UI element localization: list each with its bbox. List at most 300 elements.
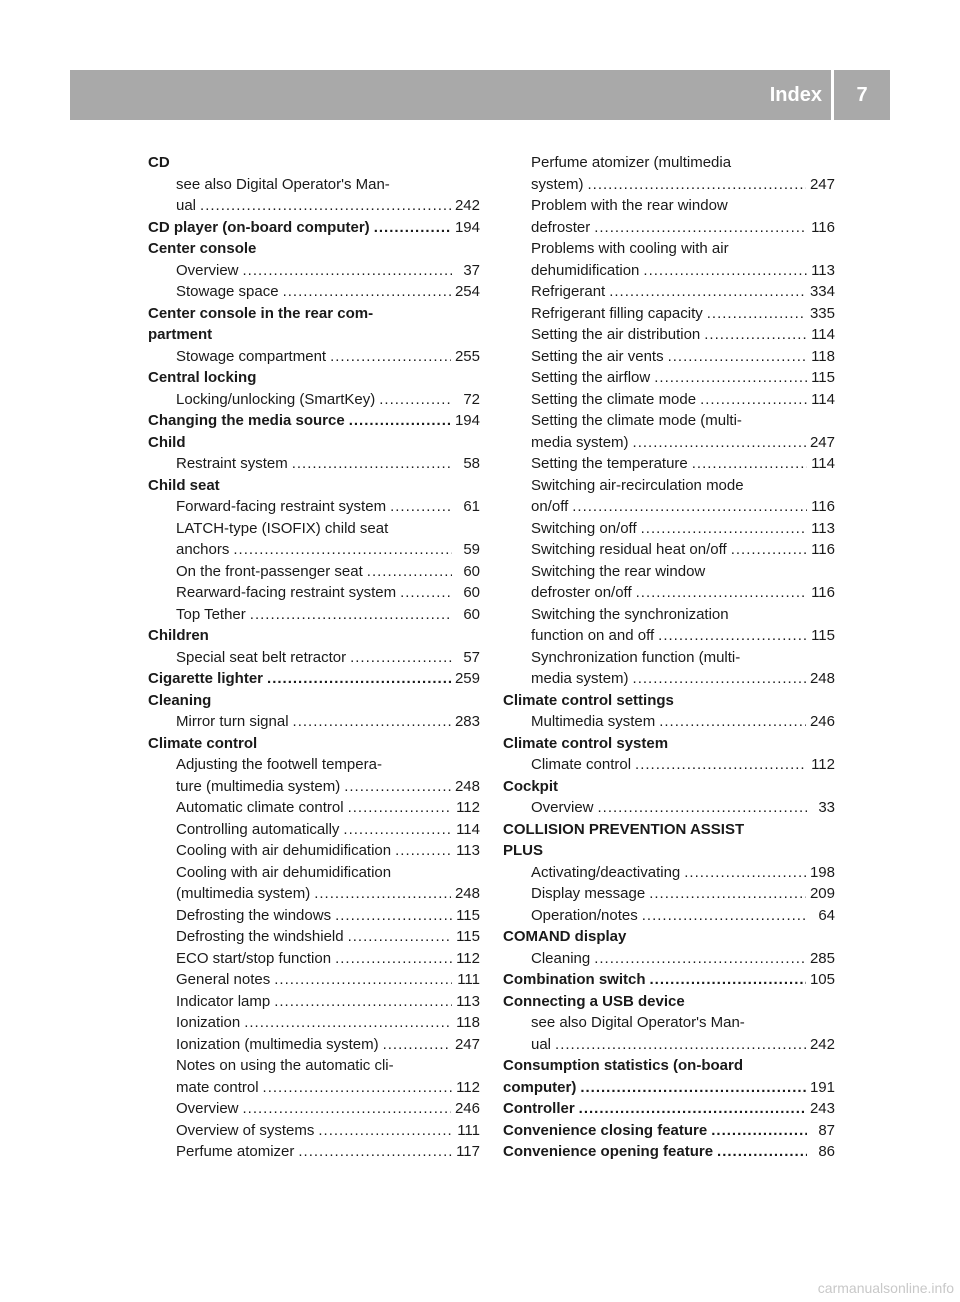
entry-text: system): [531, 175, 584, 193]
page-ref: 117: [456, 1143, 480, 1160]
page-ref: 259: [454, 670, 480, 687]
index-entry-heading: [148, 668, 480, 690]
index-entry: [503, 432, 835, 454]
page-ref: 114: [811, 455, 835, 472]
index-entry: [503, 668, 835, 690]
entry-text: Problem with the rear window: [531, 197, 728, 214]
page-ref: 242: [454, 197, 480, 214]
entry-text: General notes: [176, 971, 271, 988]
page-ref: 113: [811, 261, 835, 279]
dot-leader: [659, 711, 806, 733]
entry-text: Stowage space: [176, 283, 279, 300]
dot-leader: [200, 195, 451, 217]
entry-text: Operation/notes: [531, 906, 638, 924]
index-entry: [148, 969, 480, 991]
dot-leader: [298, 1141, 452, 1163]
dot-leader: [343, 819, 452, 841]
index-entry: [148, 1120, 480, 1142]
index-entry-heading: [148, 152, 480, 174]
dot-leader: [263, 1077, 452, 1099]
entry-text: Cleaning: [531, 949, 591, 967]
entry-text: see also Digital Operator's Man-: [176, 175, 390, 193]
page-ref: 37: [463, 261, 480, 279]
header-title: Index: [769, 84, 822, 106]
page-ref: 87: [818, 1121, 835, 1139]
dot-leader: [580, 1077, 806, 1099]
page-ref: 112: [456, 949, 480, 967]
index-entry: [503, 324, 835, 346]
entry-text: COLLISION PREVENTION ASSIST: [503, 820, 745, 838]
dot-leader: [598, 797, 807, 819]
entry-text: Climate control system: [503, 734, 669, 752]
index-entry-heading: [503, 1055, 835, 1077]
dot-leader: [379, 389, 452, 411]
page-ref: 114: [456, 820, 480, 838]
index-entry: [148, 776, 480, 798]
entry-text: Ionization (multimedia system): [176, 1035, 379, 1053]
page-ref: 114: [811, 326, 835, 343]
index-entry: [148, 561, 480, 583]
entry-text: Top Tether: [176, 605, 246, 623]
dot-leader: [649, 883, 806, 905]
page-ref: 113: [811, 519, 835, 537]
dot-leader: [642, 905, 807, 927]
dot-leader: [668, 346, 807, 368]
index-entry: [148, 1077, 480, 1099]
page-ref: 115: [811, 369, 835, 386]
index-entry: [148, 1034, 480, 1056]
entry-text: defroster: [531, 218, 591, 236]
index-entry: [503, 754, 835, 776]
index-entry: [503, 217, 835, 239]
page-ref: 113: [456, 842, 480, 859]
entry-text: Setting the air vents: [531, 347, 664, 365]
entry-text: Combination switch: [503, 971, 646, 988]
index-entry: [503, 948, 835, 970]
index-entry: [148, 991, 480, 1013]
entry-text: Multimedia system: [531, 713, 656, 730]
page-ref: 209: [809, 885, 835, 902]
entry-text: partment: [148, 326, 213, 343]
index-entry: [148, 453, 480, 475]
index-entry: [503, 1012, 835, 1034]
entry-text: Perfume atomizer: [176, 1143, 295, 1160]
dot-leader: [400, 582, 452, 604]
page-ref: 60: [463, 584, 480, 601]
page-ref: 191: [809, 1078, 835, 1096]
index-entry: [148, 518, 480, 540]
entry-text: LATCH-type (ISOFIX) child seat: [176, 519, 389, 537]
entry-text: Convenience opening feature: [503, 1143, 714, 1160]
page-ref: 248: [809, 670, 835, 687]
dot-leader: [233, 539, 452, 561]
index-entry: [148, 195, 480, 217]
entry-text: Child seat: [148, 476, 220, 494]
page-ref: 105: [809, 971, 835, 988]
index-entry: [503, 883, 835, 905]
dot-leader: [588, 174, 806, 196]
entry-text: Defrosting the windows: [176, 906, 332, 924]
index-entry: [503, 475, 835, 497]
entry-text: Center console in the rear com-: [148, 304, 374, 322]
index-entry: [503, 647, 835, 669]
entry-text: media system): [531, 433, 629, 451]
index-entry: [503, 410, 835, 432]
page-ref: 114: [811, 390, 835, 408]
entry-text: mate control: [176, 1078, 259, 1096]
page-ref: 61: [463, 498, 480, 515]
page-ref: 116: [811, 541, 835, 558]
index-entry-heading: [503, 1120, 835, 1142]
entry-text: Special seat belt retractor: [176, 648, 347, 666]
dot-leader: [267, 668, 451, 690]
page-ref: 194: [454, 412, 480, 429]
dot-leader: [374, 217, 451, 239]
index-entry-heading: [148, 733, 480, 755]
entry-text: Central locking: [148, 369, 257, 386]
dot-leader: [367, 561, 452, 583]
entry-text: Connecting a USB device: [503, 992, 685, 1010]
entry-text: on/off: [531, 498, 569, 515]
index-entry: [503, 195, 835, 217]
page-ref: 115: [811, 627, 835, 644]
entry-text: Cooling with air dehumidification: [176, 842, 392, 859]
index-entry-heading: [503, 969, 835, 991]
entry-text: Overview: [176, 1100, 239, 1117]
entry-text: Children: [148, 627, 209, 644]
index-entry: [503, 152, 835, 174]
page-ref: 58: [463, 455, 480, 472]
page-ref: 112: [811, 756, 835, 773]
dot-leader: [700, 389, 807, 411]
entry-text: Cleaning: [148, 691, 212, 709]
page-ref: 335: [809, 304, 835, 322]
page-ref: 247: [809, 433, 835, 451]
index-entry: [503, 711, 835, 733]
page-ref: 255: [454, 347, 480, 365]
page-ref: 113: [456, 992, 480, 1010]
page-ref: 112: [456, 799, 480, 816]
dot-leader: [641, 518, 807, 540]
dot-leader: [633, 668, 806, 690]
dot-leader: [335, 905, 452, 927]
index-entry: [503, 905, 835, 927]
index-entry: [503, 260, 835, 282]
header-bar: [70, 70, 890, 120]
index-entry: [503, 539, 835, 561]
index-entry: [148, 604, 480, 626]
index-entry: [148, 905, 480, 927]
index-entry: [148, 281, 480, 303]
dot-leader: [350, 647, 452, 669]
entry-text: Overview: [531, 799, 594, 816]
index-entry: [148, 862, 480, 884]
page-ref: 248: [454, 885, 480, 902]
index-entry-heading: [148, 303, 480, 325]
entry-text: Synchronization function (multi-: [531, 648, 741, 666]
page-ref: 246: [809, 713, 835, 730]
page-ref: 112: [456, 1078, 480, 1096]
dot-leader: [717, 1141, 807, 1163]
page-ref: 57: [463, 648, 480, 666]
entry-text: Adjusting the footwell tempera-: [176, 756, 382, 773]
dot-leader: [348, 797, 452, 819]
entry-text: CD player (on-board computer): [148, 218, 370, 236]
entry-text: Rearward-facing restraint system: [176, 584, 397, 601]
index-entry: [503, 238, 835, 260]
index-entry-heading: [503, 991, 835, 1013]
page-ref: 115: [456, 928, 480, 945]
page-ref: 111: [457, 1121, 480, 1139]
index-entry: [503, 518, 835, 540]
page-ref: 59: [463, 541, 480, 558]
dot-leader: [250, 604, 452, 626]
entry-text: Perfume atomizer (multimedia: [531, 154, 732, 171]
dot-leader: [684, 862, 806, 884]
entry-text: computer): [503, 1078, 577, 1096]
dot-leader: [383, 1034, 451, 1056]
entry-text: Setting the air distribution: [531, 326, 701, 343]
index-entry-heading: [503, 1141, 835, 1163]
index-entry: [148, 496, 480, 518]
dot-leader: [330, 346, 451, 368]
entry-text: Cooling with air dehumidification: [176, 863, 392, 881]
entry-text: Consumption statistics (on-board: [503, 1057, 743, 1074]
page-ref: 116: [811, 218, 835, 236]
dot-leader: [335, 948, 452, 970]
dot-leader: [650, 969, 806, 991]
index-entry-heading: [503, 733, 835, 755]
index-entry: [503, 862, 835, 884]
entry-text: Defrosting the windshield: [176, 928, 344, 945]
entry-text: Activating/deactivating: [531, 863, 681, 881]
dot-leader: [314, 883, 451, 905]
index-entry-heading: [503, 1098, 835, 1120]
dot-leader: [390, 496, 452, 518]
dot-leader: [633, 432, 806, 454]
page-ref: 247: [454, 1035, 480, 1053]
index-entry: [503, 561, 835, 583]
entry-text: Switching the rear window: [531, 562, 706, 580]
index-entry-heading: [503, 1077, 835, 1099]
entry-text: Climate control: [531, 756, 632, 773]
index-entry: [503, 281, 835, 303]
entry-text: Changing the media source: [148, 412, 345, 429]
index-entry: [503, 625, 835, 647]
page-ref: 254: [454, 283, 480, 300]
entry-text: CD: [148, 154, 170, 171]
index-entry-heading: [148, 410, 480, 432]
entry-text: Locking/unlocking (SmartKey): [176, 390, 376, 408]
page-ref: 285: [809, 949, 835, 967]
index-entry-heading: [148, 475, 480, 497]
index-entry: [503, 303, 835, 325]
index-entry-heading: [148, 432, 480, 454]
index-entry-heading: [148, 625, 480, 647]
entry-text: Problems with cooling with air: [531, 240, 729, 257]
entry-text: Refrigerant: [531, 283, 606, 300]
entry-text: Stowage compartment: [176, 347, 327, 365]
entry-text: (multimedia system): [176, 885, 311, 902]
index-entry-heading: [148, 217, 480, 239]
entry-text: COMAND display: [503, 928, 627, 945]
dot-leader: [244, 1012, 452, 1034]
page-ref: 72: [463, 390, 480, 408]
entry-text: Refrigerant filling capacity: [531, 304, 703, 322]
dot-leader: [318, 1120, 452, 1142]
dot-leader: [658, 625, 807, 647]
entry-text: dehumidification: [531, 261, 640, 279]
entry-text: Ionization: [176, 1014, 241, 1031]
index-entry-heading: [503, 926, 835, 948]
page-ref: 116: [811, 584, 835, 601]
page-ref: 86: [818, 1143, 835, 1160]
entry-text: Forward-facing restraint system: [176, 498, 387, 515]
entry-text: defroster on/off: [531, 584, 632, 601]
entry-text: Restraint system: [176, 455, 288, 472]
index-entry: [503, 604, 835, 626]
index-entry-heading: [148, 690, 480, 712]
entry-text: Climate control: [148, 734, 258, 752]
dot-leader: [395, 840, 452, 862]
index-entry: [148, 582, 480, 604]
index-entry: [148, 840, 480, 862]
entry-text: Cigarette lighter: [148, 670, 264, 687]
dot-leader: [594, 948, 806, 970]
index-entry: [148, 647, 480, 669]
dot-leader: [609, 281, 806, 303]
index-entry: [503, 346, 835, 368]
page-ref: 334: [809, 283, 835, 300]
page-ref: 243: [809, 1100, 835, 1117]
dot-leader: [283, 281, 451, 303]
index-entry: [148, 260, 480, 282]
page-ref: 33: [818, 799, 835, 816]
index-entry: [503, 389, 835, 411]
index-entry: [503, 453, 835, 475]
page-ref: 111: [457, 971, 480, 988]
index-entry: [503, 174, 835, 196]
index-entry: [148, 926, 480, 948]
index-entry-heading: [148, 238, 480, 260]
page-ref: 116: [811, 498, 835, 515]
index-entry: [148, 539, 480, 561]
index-entry-heading: [503, 690, 835, 712]
index-entry-heading: [148, 324, 480, 346]
index-entry-heading: [503, 819, 835, 841]
index-entry: [148, 1098, 480, 1120]
entry-text: see also Digital Operator's Man-: [531, 1014, 745, 1031]
page-ref: 118: [811, 347, 835, 365]
index-entry: [148, 883, 480, 905]
page-ref: 242: [809, 1035, 835, 1053]
index-entry: [148, 754, 480, 776]
index-entry: [503, 496, 835, 518]
dot-leader: [274, 969, 452, 991]
page-ref: 198: [809, 863, 835, 881]
index-entry: [148, 174, 480, 196]
index-column-left: [148, 152, 480, 1163]
page-ref: 283: [454, 713, 480, 730]
dot-leader: [594, 217, 807, 239]
dot-leader: [707, 303, 806, 325]
dot-leader: [635, 754, 807, 776]
page-number: 7: [856, 84, 868, 106]
dot-leader: [711, 1120, 807, 1142]
entry-text: Overview of systems: [176, 1121, 315, 1139]
entry-text: On the front-passenger seat: [176, 562, 363, 580]
index-entry: [503, 1034, 835, 1056]
dot-leader: [704, 324, 807, 346]
dot-leader: [274, 991, 452, 1013]
dot-leader: [636, 582, 807, 604]
index-entry: [148, 711, 480, 733]
entry-text: Child: [148, 433, 186, 451]
index-entry: [503, 367, 835, 389]
dot-leader: [572, 496, 807, 518]
entry-text: Controlling automatically: [176, 820, 340, 838]
dot-leader: [692, 453, 807, 475]
dot-leader: [293, 711, 451, 733]
entry-text: media system): [531, 670, 629, 687]
index-column-right: [503, 152, 835, 1163]
entry-text: Climate control settings: [503, 691, 674, 709]
entry-text: Center console: [148, 240, 257, 257]
dot-leader: [344, 776, 451, 798]
page-ref: 248: [454, 777, 480, 795]
index-entry-heading: [148, 367, 480, 389]
entry-text: ECO start/stop function: [176, 949, 332, 967]
entry-text: Cockpit: [503, 777, 559, 795]
index-entry: [148, 948, 480, 970]
dot-leader: [731, 539, 807, 561]
entry-text: Automatic climate control: [176, 799, 344, 816]
entry-text: Switching air-recirculation mode: [531, 476, 744, 494]
entry-text: Switching on/off: [531, 519, 637, 537]
page-ref: 60: [463, 605, 480, 623]
index-entry: [148, 1012, 480, 1034]
entry-text: PLUS: [503, 842, 544, 859]
index-entry-heading: [503, 776, 835, 798]
dot-leader: [654, 367, 807, 389]
entry-text: Setting the airflow: [531, 369, 651, 386]
dot-leader: [243, 260, 452, 282]
page-ref: 115: [456, 906, 480, 924]
entry-text: Setting the climate mode: [531, 390, 697, 408]
entry-text: ual: [531, 1035, 552, 1053]
entry-text: Controller: [503, 1100, 575, 1117]
page-ref: 247: [809, 175, 835, 193]
entry-text: Notes on using the automatic cli-: [176, 1057, 394, 1074]
dot-leader: [243, 1098, 451, 1120]
index-entry: [148, 1055, 480, 1077]
entry-text: Overview: [176, 261, 239, 279]
dot-leader: [579, 1098, 806, 1120]
entry-text: Switching residual heat on/off: [531, 541, 727, 558]
dot-leader: [349, 410, 451, 432]
index-entry: [503, 582, 835, 604]
page-ref: 64: [818, 906, 835, 924]
entry-text: ture (multimedia system): [176, 777, 341, 795]
entry-text: anchors: [176, 541, 230, 558]
entry-text: Display message: [531, 885, 646, 902]
index-entry: [148, 1141, 480, 1163]
page-ref: 118: [456, 1014, 480, 1031]
index-entry: [148, 797, 480, 819]
entry-text: ual: [176, 197, 197, 214]
page-ref: 246: [454, 1100, 480, 1117]
index-entry: [148, 389, 480, 411]
